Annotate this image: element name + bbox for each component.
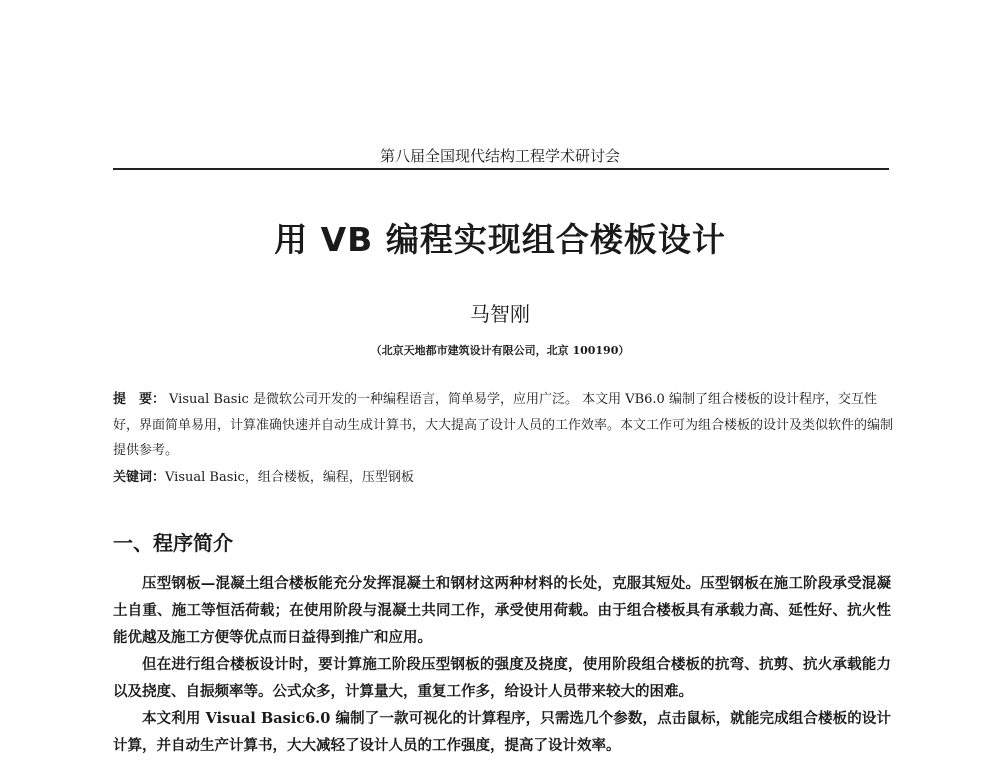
keywords-text: Visual Basic，组合楼板，编程，压型钢板 [165, 470, 414, 485]
paragraph: 本文利用 Visual Basic6.0 编制了一款可视化的计算程序，只需选几个参数，点击鼠标，就能完成组合楼板的设计计算，并自动生产计算书，大大减轻了设计人员的工作强度，提高了设计效率。 [113, 710, 891, 754]
affiliation: （北京天地都市建筑设计有限公司，北京 100190） [370, 344, 630, 357]
section-heading: 一、程序简介 [113, 531, 233, 555]
abstract-text: Visual Basic 是微软公司开发的一种编程语言，简单易学，应用广泛。 本文用 VB6.0 编制了组合楼板的设计程序，交互性好，界面简单易用，计算准确快速并自动生成计算书，大大提高了设计人员的工作效率。本文工作可为组合楼板的设计及类似软件的编制提供参考。 [113, 392, 894, 458]
paragraph: 但在进行组合楼板设计时，要计算施工阶段压型钢板的强度及挠度，使用阶段组合楼板的抗弯、抗剪、抗火承载能力以及挠度、自振频率等。公式众多，计算量大，重复工作多，给设计人员带来较大的困难。 [113, 656, 891, 700]
paragraph: 压型钢板—混凝土组合楼板能充分发挥混凝土和钢材这两种材料的长处，克服其短处。压型钢板在施工阶段承受混凝土自重、施工等恒活荷载；在使用阶段与混凝土共同工作，承受使用荷载。由于组合楼板具有承载力高、延性好、抗火性能优越及施工方便等优点而日益得到推广和应用。 [113, 575, 891, 646]
section-body [113, 570, 891, 759]
author: 马智刚 [470, 302, 530, 326]
header-rule [113, 168, 889, 170]
running-header: 第八届全国现代结构工程学术研讨会 [379, 147, 620, 165]
keywords [113, 466, 414, 485]
paper-title: 用 VB 编程实现组合楼板设计 [274, 220, 726, 259]
keywords-label: 关键词： [113, 470, 166, 485]
abstract-label: 提 要： [113, 392, 166, 407]
abstract [113, 387, 893, 464]
